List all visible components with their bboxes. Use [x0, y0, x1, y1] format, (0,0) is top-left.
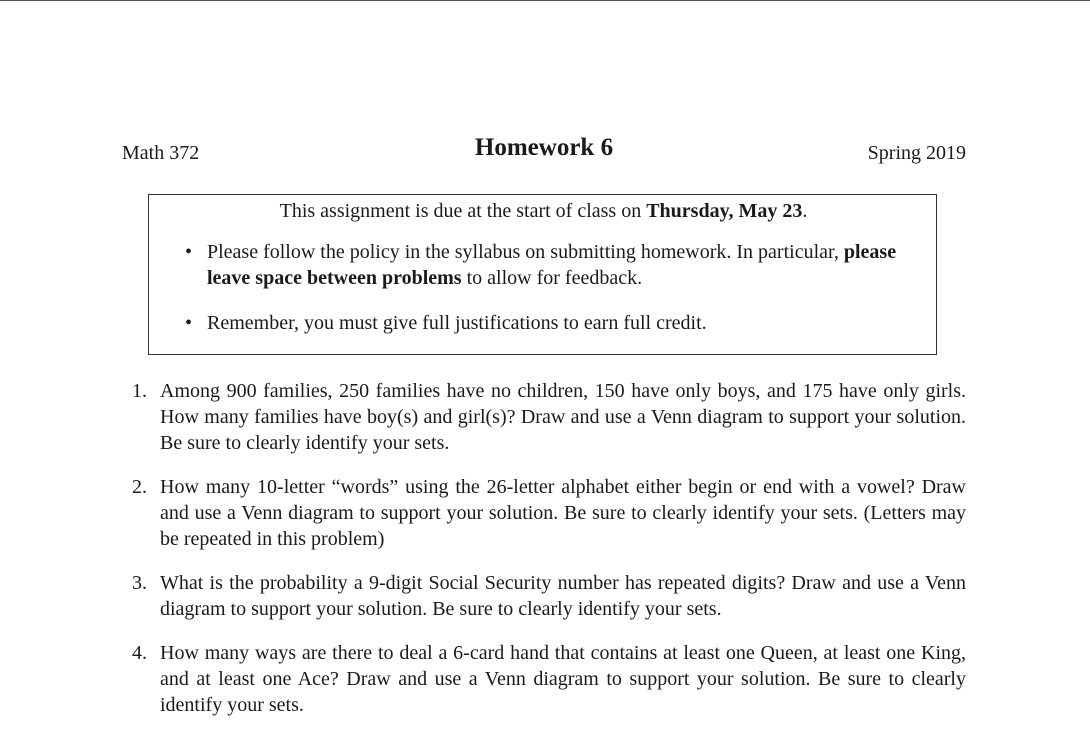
notice-text: Please follow the policy in the syllabus on submitting homework. In particular, — [207, 241, 844, 263]
problem-item — [124, 570, 966, 622]
problem-number: 3. — [132, 572, 147, 594]
notice-item-justifications — [185, 310, 932, 336]
problem-number: 1. — [132, 380, 147, 402]
term-label: Spring 2019 — [867, 142, 966, 164]
problem-text: Among 900 families, 250 families have no children, 150 have only boys, and 175 have only girls. How many families have boy(s) and girl(s)? Draw and use a Venn diagram to support your solution. Be sure to clearly identify your sets. — [160, 380, 966, 454]
due-suffix: . — [802, 200, 808, 222]
notice-text: Remember, you must give full justifications to earn full credit. — [207, 312, 707, 334]
assignment-notice-box — [148, 194, 937, 355]
problem-text: How many ways are there to deal a 6-card hand that contains at least one Queen, at least one King, and at least one Ace? Draw and use a Venn diagram to support your solution. Be sure to clearly identify your sets. — [160, 642, 966, 716]
problem-item — [124, 474, 966, 552]
bullet-icon: • — [185, 312, 193, 334]
document-header — [122, 134, 966, 168]
page-title: Homework 6 — [474, 134, 614, 161]
problem-text: How many 10-letter “words” using the 26-letter alphabet either begin or end with a vowel? Draw and use a Venn diagram to support your solution. Be sure to clearly identify your sets. (Letters may be repeated in this problem) — [160, 476, 966, 550]
notice-bold-text: please leave space between problems — [207, 241, 897, 289]
bullet-icon: • — [185, 241, 193, 263]
notice-item-submission-policy — [185, 239, 932, 291]
notice-text-end: to allow for feedback. — [461, 267, 643, 289]
problem-item — [124, 378, 966, 456]
problem-number: 2. — [132, 476, 147, 498]
course-name: Math 372 — [122, 142, 200, 164]
due-date: Thursday, May 23 — [646, 200, 803, 222]
due-prefix: This assignment is due at the start of class on — [279, 200, 647, 222]
due-date-line — [149, 198, 938, 224]
top-border-line — [0, 0, 1090, 1]
problem-item — [124, 640, 966, 718]
problem-number: 4. — [132, 642, 147, 664]
problem-text: What is the probability a 9-digit Social Security number has repeated digits? Draw and use a Venn diagram to support your solution. Be sure to clearly identify your sets. — [160, 572, 966, 620]
